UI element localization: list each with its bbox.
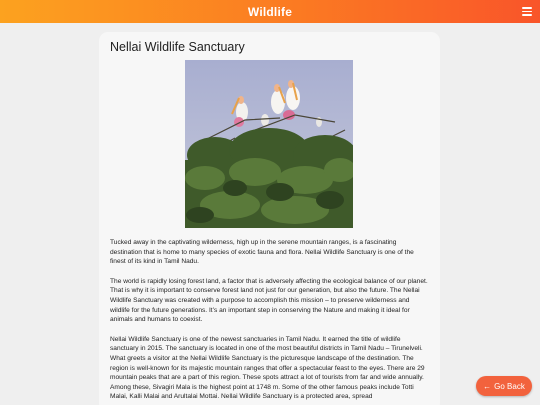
hamburger-menu-icon[interactable] bbox=[522, 7, 532, 16]
go-back-label: Go Back bbox=[494, 381, 525, 391]
painted-storks-image bbox=[185, 60, 353, 228]
go-back-button[interactable] bbox=[476, 376, 532, 396]
page-title: Nellai Wildlife Sanctuary bbox=[110, 40, 245, 54]
storks-photo bbox=[185, 60, 353, 228]
article-paragraph: Nellai Wildlife Sanctuary is one of the newest sanctuaries in Tamil Nadu. It earned the title of wildlife sanctuary in 2015. The sanctuary is located in one of the most beautiful districts in Tamil Nadu – Tirunelveli. What greets a visitor at the Nellai Wildlife Sanctuary is the picturesque landscape of the destination. The region is well-known for its majestic mountain ranges that offer a spectacular feast to the eyes. There are 29 mountain peaks that are a part of this region. These spots attract a lot of tourists from far and wide annually. Among these, Sivagiri Mala is the highest point at 1748 m. Some of the other famous peaks include Totti Malai, Kalli Malai and Arultalai Mottai. Nellai Wildlife Sanctuary is a protected area, spread bbox=[110, 335, 425, 401]
arrow-left-icon: ← bbox=[483, 381, 492, 391]
app-title: Wildlife bbox=[247, 4, 293, 19]
app-header bbox=[0, 0, 540, 23]
article-paragraph: The world is rapidly losing forest land, a factor that is adversely affecting the ecological balance of our planet. That is why it is important to conserve forest land not just for our generation, but also the future. The Nellai Wildlife Sanctuary was created with a purpose to accomplish this mission – to preserve wilderness and wildlife for the future generations. It’s an important step in conserving the Nature and making it ideal for animals and humans to coexist. bbox=[110, 277, 428, 324]
article-card bbox=[99, 32, 440, 405]
article-paragraph: Tucked away in the captivating wilderness, high up in the serene mountain ranges, is a fascinating destination that is home to many species of exotic fauna and flora. Nellai Wildlife Sanctuary is one of the finest of its kind in Tamil Nadu. bbox=[110, 239, 414, 266]
